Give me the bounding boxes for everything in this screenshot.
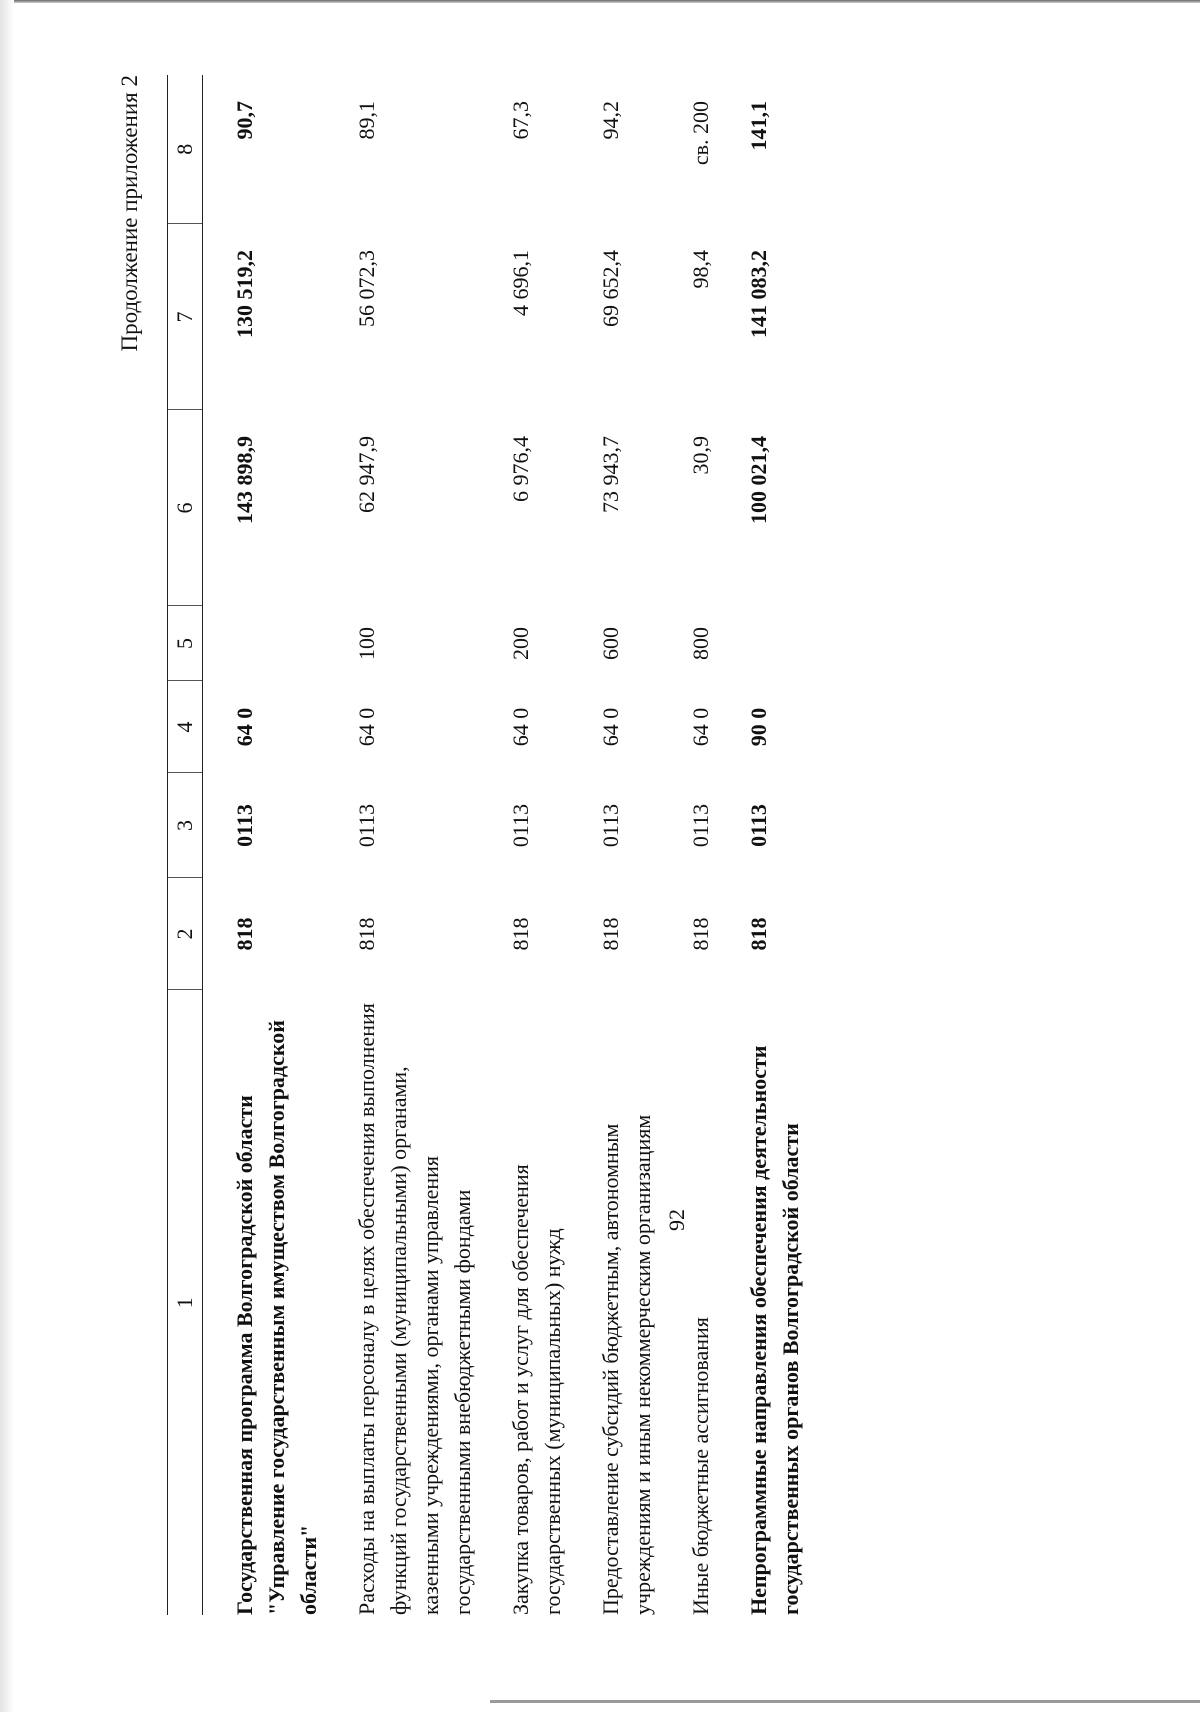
cell-c3: 0113 — [354, 803, 379, 848]
cell-c6: 73 943,7 — [598, 436, 623, 513]
cell-c7: 56 072,3 — [354, 250, 379, 327]
cell-c3: 0113 — [746, 804, 771, 847]
cell-c8: 90,7 — [232, 101, 257, 140]
table-header-row — [168, 75, 203, 1615]
cell-c6: 62 947,9 — [354, 436, 379, 513]
cell-c5 — [717, 606, 807, 681]
table-row — [717, 75, 807, 1615]
column-header: 1 — [168, 990, 203, 1615]
table-row — [569, 75, 659, 1615]
cell-c8: 67,3 — [508, 101, 533, 140]
cell-c6: 6 976,4 — [508, 436, 533, 502]
cell-c5: 100 — [354, 627, 379, 660]
cell-c4: 64 0 — [232, 707, 257, 747]
cell-c7: 4 696,1 — [508, 250, 533, 316]
row-name: Расходы на выплаты персоналу в целях обеспечения выполнения функций государственными (муниципальными) органами, казенными учреждениями, органами управления государственными внебюджетными фондами — [354, 1003, 475, 1615]
cell-c4: 64 0 — [354, 707, 379, 747]
cell-c2: 818 — [232, 917, 257, 951]
cell-c7: 130 519,2 — [232, 250, 257, 338]
cell-c7: 141 083,2 — [746, 250, 771, 338]
cell-c6: 143 898,9 — [232, 436, 257, 524]
rotated-sheet — [115, 75, 875, 1615]
row-name: Государственная программа Волгоградской области "Управление государственным имуществом Волгоградской области" — [232, 1020, 321, 1615]
budget-table — [167, 75, 807, 1615]
row-name: Непрограммные направления обеспечения деятельности государственных органов Волгоградской области — [746, 1045, 803, 1615]
column-header: 5 — [168, 606, 203, 681]
cell-c8: 89,1 — [354, 101, 379, 140]
cell-c2: 818 — [746, 917, 771, 951]
page-number: 92 — [664, 1209, 689, 1231]
column-header: 6 — [168, 410, 203, 606]
cell-c5: 800 — [688, 627, 713, 660]
cell-c2: 818 — [688, 917, 713, 951]
cell-c2: 818 — [598, 917, 623, 951]
cell-c2: 818 — [508, 917, 533, 951]
scan-edge-left — [0, 0, 14, 1712]
cell-c8: 94,2 — [598, 101, 623, 140]
column-header: 3 — [168, 773, 203, 878]
column-header: 2 — [168, 878, 203, 990]
cell-c7: 98,4 — [688, 250, 713, 289]
cell-c5 — [203, 606, 326, 681]
cell-c7: 69 652,4 — [598, 250, 623, 327]
row-name: Предоставление субсидий бюджетным, автономным учреждениям и иным некоммерческим организациям — [598, 1114, 655, 1615]
column-header: 4 — [168, 681, 203, 773]
cell-c5: 200 — [508, 627, 533, 660]
cell-c4: 64 0 — [508, 707, 533, 747]
table-row — [203, 75, 326, 1615]
cell-c3: 0113 — [232, 804, 257, 847]
scan-edge-bottom — [490, 1700, 1200, 1703]
column-header: 8 — [168, 75, 203, 224]
cell-c3: 0113 — [598, 803, 623, 848]
cell-c8: св. 200 — [688, 101, 713, 166]
table-row — [325, 75, 479, 1615]
cell-c8: 141,1 — [746, 101, 771, 151]
appendix-caption: Продолжение приложения 2 — [117, 75, 142, 352]
cell-c2: 818 — [354, 917, 379, 951]
table-row — [659, 75, 717, 1615]
cell-c6: 100 021,4 — [746, 436, 771, 524]
scan-edge-top — [0, 0, 1200, 3]
column-header: 7 — [168, 224, 203, 410]
cell-c6: 30,9 — [688, 436, 713, 475]
cell-c5: 600 — [598, 627, 623, 660]
cell-c3: 0113 — [508, 803, 533, 848]
row-name: Закупка товаров, работ и услуг для обеспечения государственных (муниципальных) нужд — [508, 1164, 565, 1615]
table-row — [479, 75, 569, 1615]
cell-c3: 0113 — [688, 803, 713, 848]
cell-c4: 64 0 — [598, 707, 623, 747]
cell-c4: 64 0 — [688, 707, 713, 747]
row-name: Иные бюджетные ассигнования — [688, 1317, 713, 1615]
cell-c4: 90 0 — [746, 707, 771, 747]
